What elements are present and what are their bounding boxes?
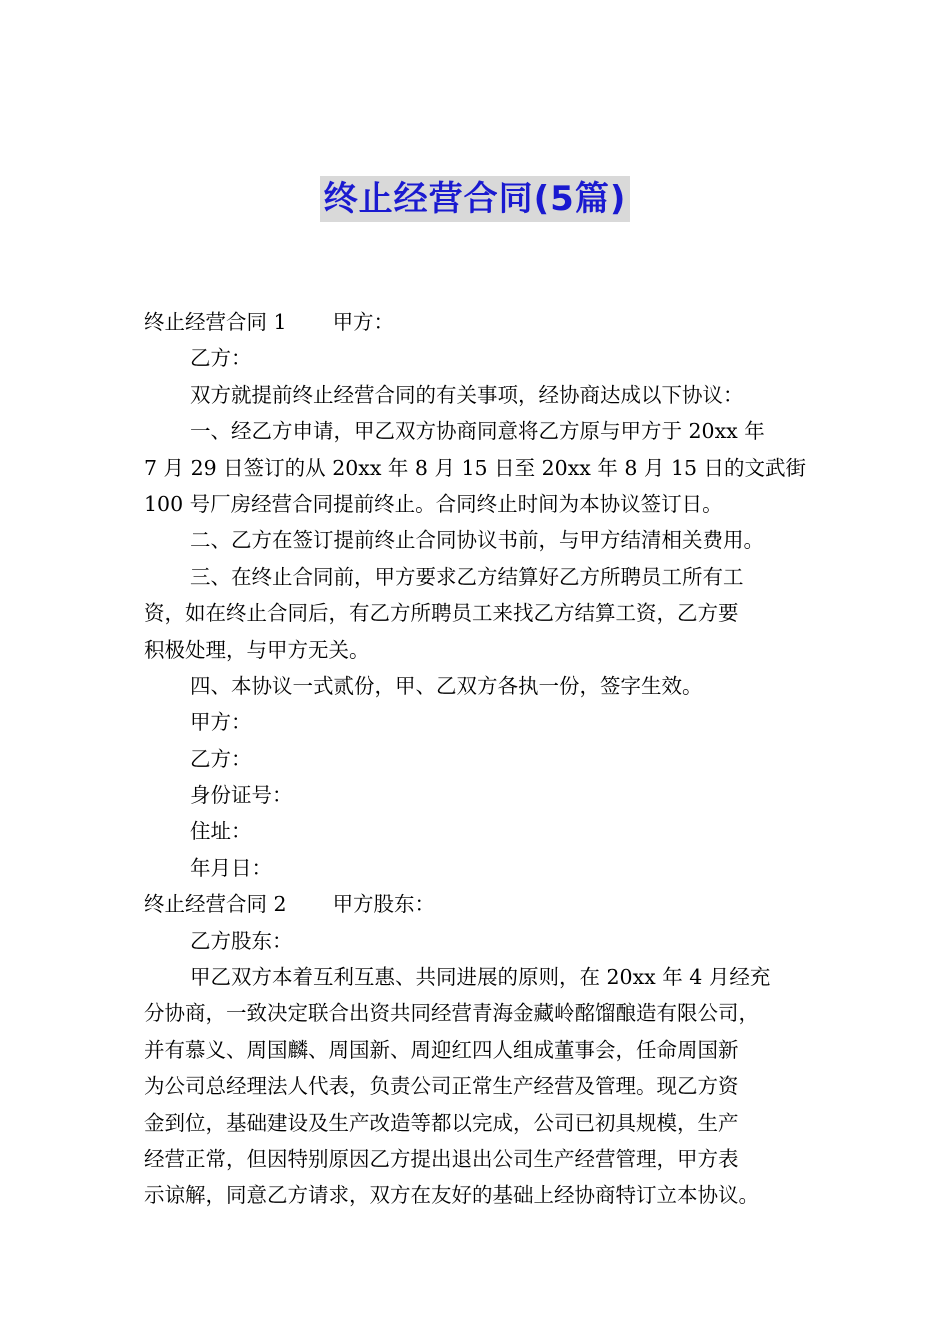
page-title: 终止经营合同(5篇) <box>320 176 631 222</box>
paragraph-line: 示谅解，同意乙方请求，双方在友好的基础上经协商特订立本协议。 <box>144 1183 759 1208</box>
paragraph-line: 资，如在终止合同后，有乙方所聘员工来找乙方结算工资，乙方要 <box>144 601 739 626</box>
contract-1-party-a-label: 甲方： <box>332 310 395 334</box>
paragraph-line: 并有慕义、周国麟、周国新、周迎红四人组成董事会，任命周国新 <box>144 1037 739 1062</box>
contract-1-heading-row <box>144 304 814 340</box>
contract-2-party-a-label: 甲方股东： <box>332 892 436 917</box>
document-body <box>144 304 814 1214</box>
paragraph-line: 乙方： <box>190 346 252 371</box>
paragraph-line: 二、乙方在签订提前终止合同协议书前，与甲方结清相关费用。 <box>190 528 764 553</box>
paragraph-line: 金到位，基础建设及生产改造等都以完成，公司已初具规模，生产 <box>144 1110 739 1135</box>
paragraph-line: 乙方股东： <box>190 928 293 953</box>
paragraph-line: 三、在终止合同前，甲方要求乙方结算好乙方所聘员工所有工 <box>190 564 744 589</box>
paragraph-line: 经营正常，但因特别原因乙方提出退出公司生产经营管理，甲方表 <box>144 1146 739 1171</box>
signature-field: 身份证号： <box>190 783 293 808</box>
paragraph-line: 7 月 29 日签订的从 20xx 年 8 月 15 日至 20xx 年 8 月 15 日的文武街 <box>144 455 807 480</box>
signature-field: 甲方： <box>190 710 252 735</box>
paragraph-line: 一、经乙方申请，甲乙双方协商同意将乙方原与甲方于 20xx 年 <box>190 419 765 444</box>
contract-1-heading: 终止经营合同 1 <box>144 310 287 334</box>
paragraph-line: 双方就提前终止经营合同的有关事项，经协商达成以下协议： <box>190 382 744 407</box>
signature-field: 乙方： <box>190 746 252 771</box>
signature-field: 年月日： <box>190 855 272 880</box>
paragraph-line: 四、本协议一式贰份，甲、乙双方各执一份，签字生效。 <box>190 673 703 698</box>
paragraph-line: 为公司总经理法人代表，负责公司正常生产经营及管理。现乙方资 <box>144 1074 739 1099</box>
title-container <box>0 176 950 222</box>
paragraph-line: 100 号厂房经营合同提前终止。合同终止时间为本协议签订日。 <box>144 491 723 516</box>
contract-2-heading: 终止经营合同 2 <box>144 892 287 917</box>
paragraph-line: 积极处理，与甲方无关。 <box>144 637 370 662</box>
contract-2-heading-row <box>144 886 814 922</box>
signature-field: 住址： <box>190 819 252 844</box>
paragraph-line: 甲乙双方本着互利互惠、共同进展的原则，在 20xx 年 4 月经充 <box>190 965 771 990</box>
paragraph-line: 分协商，一致决定联合出资共同经营青海金藏岭酩馏酿造有限公司， <box>144 1001 759 1026</box>
